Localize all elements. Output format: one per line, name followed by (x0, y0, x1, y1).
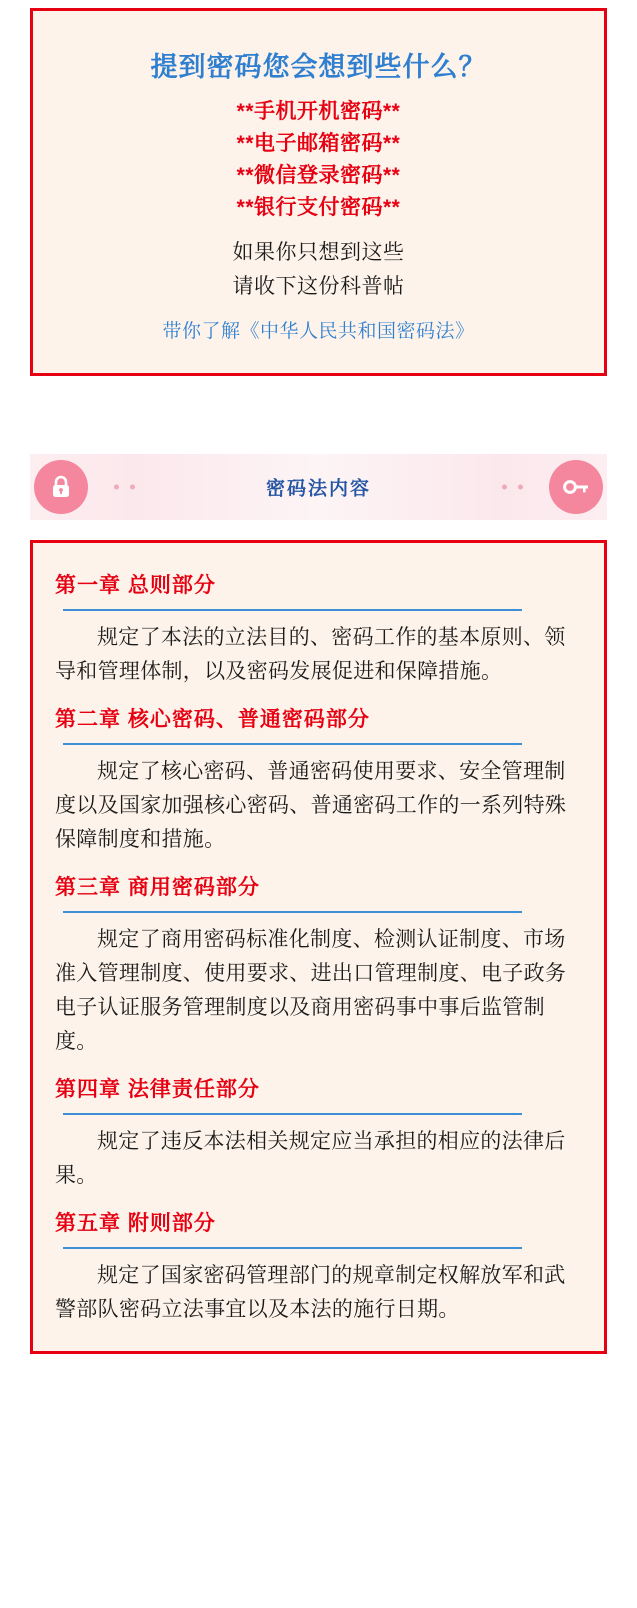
intro-red-line-4: **银行支付密码** (236, 195, 401, 219)
poster-page (0, 8, 637, 1354)
dot (518, 484, 523, 489)
chapter-body: 规定了国家密码管理部门的规章制定权解放军和武警部队密码立法事宜以及本法的施行日期。 (55, 1263, 566, 1321)
section-banner (30, 454, 607, 520)
intro-plain-line-2: 请收下这份科普帖 (232, 274, 405, 298)
chapter-body: 规定了违反本法相关规定应当承担的相应的法律后果。 (55, 1129, 566, 1187)
chapter-block-3 (55, 871, 582, 1059)
chapter-heading: 第二章 核心密码、普通密码部分 (55, 707, 370, 731)
chapter-block-1 (55, 569, 582, 689)
chapter-divider (63, 609, 522, 611)
intro-red-line-1: **手机开机密码** (236, 100, 401, 123)
chapter-divider (63, 911, 522, 913)
chapter-divider (63, 743, 522, 745)
banner-dots-right (502, 484, 523, 489)
chapter-body: 规定了本法的立法目的、密码工作的基本原则、领导和管理体制，以及密码发展促进和保障措施。 (55, 625, 566, 683)
chapter-heading: 第四章 法律责任部分 (55, 1077, 260, 1101)
intro-title: 提到密码您会想到些什么？ (150, 52, 487, 82)
intro-footer: 带你了解《中华人民共和国密码法》 (162, 320, 475, 342)
law-content-card (30, 540, 607, 1354)
intro-plain-line-1: 如果你只想到这些 (232, 240, 405, 264)
chapter-heading: 第三章 商用密码部分 (55, 875, 260, 899)
chapter-body: 规定了核心密码、普通密码使用要求、安全管理制度以及国家加强核心密码、普通密码工作的一系列特殊保障制度和措施。 (55, 759, 567, 851)
chapter-divider (63, 1113, 522, 1115)
intro-card (30, 8, 607, 376)
banner-title: 密码法内容 (265, 478, 371, 500)
chapter-heading: 第五章 附则部分 (55, 1211, 216, 1235)
chapter-heading: 第一章 总则部分 (55, 573, 216, 597)
chapter-block-4 (55, 1073, 582, 1193)
intro-red-line-3: **微信登录密码** (236, 163, 401, 187)
chapter-block-2 (55, 703, 582, 857)
chapter-block-5 (55, 1207, 582, 1327)
key-icon (549, 460, 603, 514)
chapter-divider (63, 1247, 522, 1249)
dot (502, 484, 507, 489)
intro-red-line-2: **电子邮箱密码** (236, 131, 401, 155)
chapter-body: 规定了商用密码标准化制度、检测认证制度、市场准入管理制度、使用要求、进出口管理制度、电子政务电子认证服务管理制度以及商用密码事中事后监管制度。 (55, 927, 567, 1053)
